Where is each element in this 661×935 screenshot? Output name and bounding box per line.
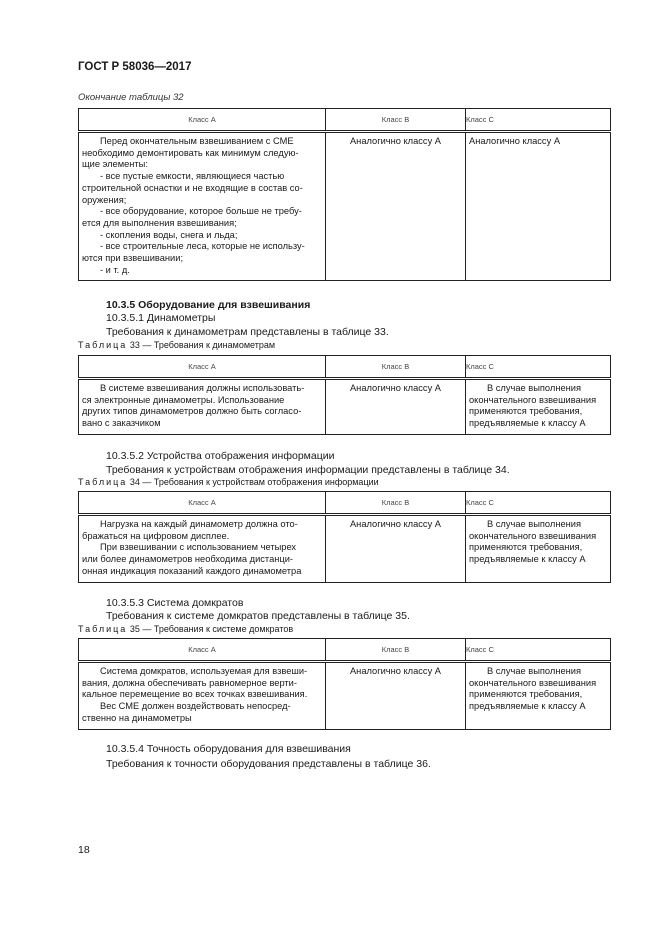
cell-line: Аналогично классу А	[469, 136, 561, 146]
paragraph: Требования к устройствам отображения информации представлены в таблице 34.	[106, 464, 510, 476]
paragraph: Требования к динамометрам представлены в таблице 33.	[106, 326, 389, 338]
table-header-row	[79, 109, 611, 132]
column-header: Класс В	[326, 109, 466, 132]
table-32	[78, 108, 611, 281]
table-row	[79, 515, 611, 583]
page-number: 18	[78, 844, 90, 856]
cell-line: Система домкратов, используемая для взвеши-	[100, 666, 308, 676]
cell-line: В случае выполнения	[487, 666, 581, 676]
table-caption	[78, 477, 379, 487]
column-header: Класс А	[79, 109, 326, 132]
table-cell-class-a	[79, 132, 326, 281]
table-cell-class-b	[326, 132, 466, 281]
table-cell-class-b	[326, 379, 466, 435]
cell-line: При взвешивании с использованием четырех	[100, 542, 297, 553]
cell-line: В случае выполнения	[487, 519, 581, 529]
table-row	[79, 379, 611, 435]
document-title: ГОСТ Р 58036—2017	[78, 61, 192, 73]
cell-line: - и т. д.	[100, 264, 130, 275]
column-header: Класс А	[79, 492, 326, 515]
cell-line: ются при взвешивании;	[82, 253, 184, 264]
cell-line: ется для выполнения взвешивания;	[82, 217, 237, 228]
cell-line: предъявляемые к классу А	[469, 418, 586, 429]
cell-line: В системе взвешивания должны использовать-	[100, 383, 305, 393]
cell-line: или более динамометров необходима дистанци-	[82, 554, 293, 565]
table-cell-class-c	[466, 379, 611, 435]
cell-line: применяются требования,	[469, 689, 583, 700]
cell-line: вано с заказчиком	[82, 418, 161, 429]
table-caption	[78, 624, 293, 634]
table-cell-class-a	[79, 379, 326, 435]
table-row	[79, 132, 611, 281]
cell-line: применяются требования,	[469, 406, 583, 417]
paragraph: Требования к системе домкратов представлены в таблице 35.	[106, 610, 410, 622]
cell-line: окончательного взвешивания	[469, 394, 597, 405]
caption-prefix: Таблица	[78, 477, 128, 487]
cell-line: - скопления воды, снега и льда;	[100, 229, 238, 240]
cell-line: окончательного взвешивания	[469, 530, 597, 541]
column-header: Класс А	[79, 356, 326, 379]
column-header: Класс А	[79, 639, 326, 662]
column-header: Класс С	[466, 492, 611, 515]
table-header-row	[79, 639, 611, 662]
cell-line: В случае выполнения	[487, 383, 581, 393]
cell-line: Аналогично классу А	[349, 519, 442, 529]
cell-line: - все строительные леса, которые не использу-	[100, 241, 305, 252]
cell-line: Нагрузка на каждый динамометр должна ото-	[100, 519, 298, 529]
table-caption	[78, 340, 275, 350]
table-cell-class-a	[79, 662, 326, 730]
subsection-heading: 10.3.5.4 Точность оборудования для взвешивания	[106, 743, 351, 755]
table-continuation-label: Окончание таблицы 32	[78, 92, 184, 103]
column-header: Класс В	[326, 639, 466, 662]
table-cell-class-b	[326, 662, 466, 730]
table-cell-class-b	[326, 515, 466, 583]
cell-line: Аналогично классу А	[349, 666, 442, 676]
table-header-row	[79, 492, 611, 515]
cell-line: необходимо демонтировать как минимум следую-	[82, 147, 299, 158]
cell-line: щие элементы:	[82, 159, 148, 170]
cell-line: оружения;	[82, 194, 127, 205]
column-header: Класс В	[326, 492, 466, 515]
table-cell-class-a	[79, 515, 326, 583]
table-cell-class-c	[466, 662, 611, 730]
subsection-heading: 10.3.5.1 Динамометры	[106, 312, 216, 324]
cell-line: Аналогично классу А	[349, 383, 442, 393]
subsection-heading: 10.3.5.3 Система домкратов	[106, 597, 244, 609]
column-header: Класс В	[326, 356, 466, 379]
table-cell-class-c	[466, 132, 611, 281]
caption-text: 35 — Требования к системе домкратов	[129, 624, 294, 634]
cell-line: Вес СМЕ должен воздействовать непосред-	[100, 701, 291, 712]
caption-prefix: Таблица	[78, 624, 128, 634]
caption-text: 34 — Требования к устройствам отображения информации	[129, 477, 379, 487]
cell-line: вания, должна обеспечивать равномерное верти-	[82, 677, 297, 688]
table-row	[79, 662, 611, 730]
cell-line: кальное перемещение во всех точках взвешивания.	[82, 689, 308, 700]
cell-line: строительной оснастки и не входящие в состав со-	[82, 182, 303, 193]
cell-line: применяются требования,	[469, 542, 583, 553]
section-heading: 10.3.5 Оборудование для взвешивания	[106, 299, 311, 311]
subsection-heading: 10.3.5.2 Устройства отображения информации	[106, 450, 335, 462]
caption-text: 33 — Требования к динамометрам	[129, 340, 276, 350]
column-header: Класс С	[466, 639, 611, 662]
table-cell-class-c	[466, 515, 611, 583]
table-34	[78, 491, 611, 583]
cell-line: бражаться на цифровом дисплее.	[82, 530, 230, 541]
table-35	[78, 638, 611, 730]
table-header-row	[79, 356, 611, 379]
cell-line: окончательного взвешивания	[469, 677, 597, 688]
cell-line: Аналогично классу А	[349, 136, 442, 146]
column-header: Класс С	[466, 356, 611, 379]
cell-line: ственно на динамометры	[82, 712, 192, 723]
cell-line: - все пустые емкости, являющиеся частью	[100, 171, 285, 182]
table-33	[78, 355, 611, 435]
cell-line: других типов динамометров должно быть согласо-	[82, 406, 302, 417]
cell-line: онная индикация показаний каждого динамометра	[82, 565, 302, 576]
paragraph: Требования к точности оборудования представлены в таблице 36.	[106, 758, 431, 770]
cell-line: - все оборудование, которое больше не требу-	[100, 206, 302, 217]
cell-line: Перед окончательным взвешиванием с СМЕ	[100, 136, 294, 146]
cell-line: предъявляемые к классу А	[469, 701, 586, 712]
cell-line: ся электронные динамометры. Использование	[82, 394, 285, 405]
column-header: Класс С	[466, 109, 611, 132]
cell-line: предъявляемые к классу А	[469, 554, 586, 565]
caption-prefix: Таблица	[78, 340, 128, 350]
